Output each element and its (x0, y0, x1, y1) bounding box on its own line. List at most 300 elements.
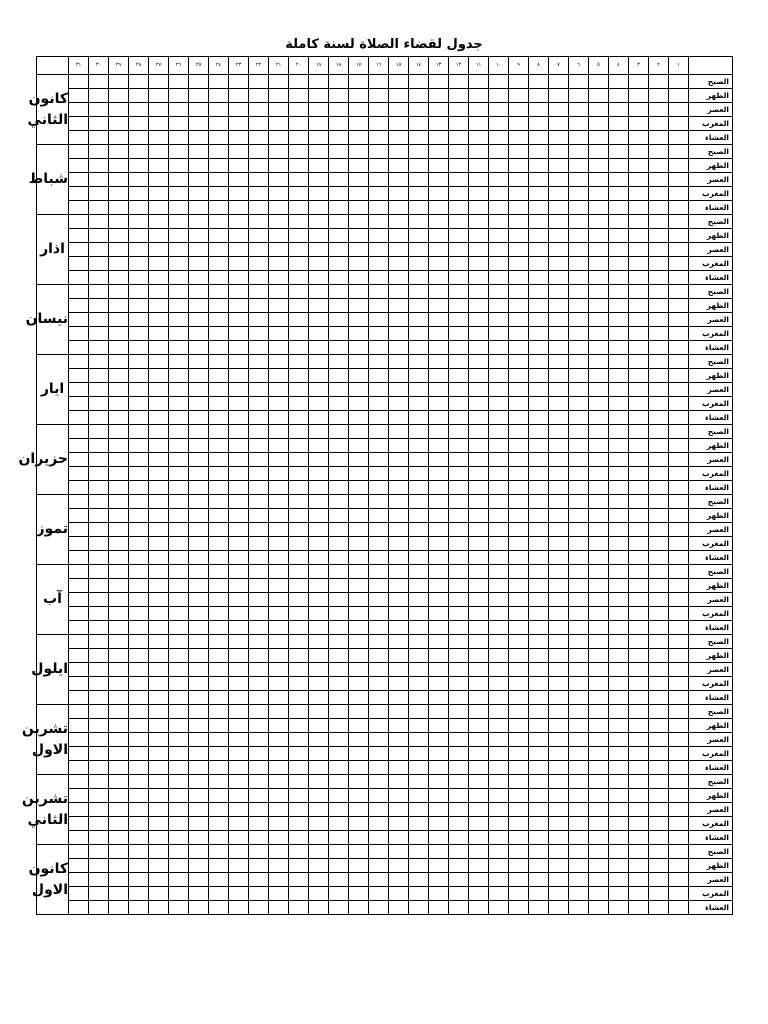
prayer-checkbox-cell[interactable] (409, 229, 429, 243)
prayer-checkbox-cell[interactable] (589, 201, 609, 215)
prayer-checkbox-cell[interactable] (509, 775, 529, 789)
prayer-checkbox-cell[interactable] (189, 439, 209, 453)
prayer-checkbox-cell[interactable] (529, 369, 549, 383)
prayer-checkbox-cell[interactable] (469, 523, 489, 537)
prayer-checkbox-cell[interactable] (649, 719, 669, 733)
prayer-checkbox-cell[interactable] (229, 313, 249, 327)
prayer-checkbox-cell[interactable] (109, 719, 129, 733)
prayer-checkbox-cell[interactable] (449, 509, 469, 523)
prayer-checkbox-cell[interactable] (229, 439, 249, 453)
prayer-checkbox-cell[interactable] (489, 607, 509, 621)
prayer-checkbox-cell[interactable] (489, 747, 509, 761)
prayer-checkbox-cell[interactable] (609, 691, 629, 705)
prayer-checkbox-cell[interactable] (529, 523, 549, 537)
prayer-checkbox-cell[interactable] (529, 607, 549, 621)
prayer-checkbox-cell[interactable] (329, 873, 349, 887)
prayer-checkbox-cell[interactable] (89, 453, 109, 467)
prayer-checkbox-cell[interactable] (389, 803, 409, 817)
prayer-checkbox-cell[interactable] (329, 187, 349, 201)
prayer-checkbox-cell[interactable] (389, 887, 409, 901)
prayer-checkbox-cell[interactable] (329, 733, 349, 747)
prayer-checkbox-cell[interactable] (169, 691, 189, 705)
prayer-checkbox-cell[interactable] (369, 229, 389, 243)
prayer-checkbox-cell[interactable] (669, 411, 689, 425)
prayer-checkbox-cell[interactable] (229, 341, 249, 355)
prayer-checkbox-cell[interactable] (249, 229, 269, 243)
prayer-checkbox-cell[interactable] (109, 201, 129, 215)
prayer-checkbox-cell[interactable] (369, 579, 389, 593)
prayer-checkbox-cell[interactable] (629, 355, 649, 369)
prayer-checkbox-cell[interactable] (489, 705, 509, 719)
prayer-checkbox-cell[interactable] (269, 887, 289, 901)
prayer-checkbox-cell[interactable] (169, 313, 189, 327)
prayer-checkbox-cell[interactable] (669, 649, 689, 663)
prayer-checkbox-cell[interactable] (249, 327, 269, 341)
prayer-checkbox-cell[interactable] (89, 621, 109, 635)
prayer-checkbox-cell[interactable] (629, 607, 649, 621)
prayer-checkbox-cell[interactable] (389, 901, 409, 915)
prayer-checkbox-cell[interactable] (429, 425, 449, 439)
prayer-checkbox-cell[interactable] (229, 817, 249, 831)
prayer-checkbox-cell[interactable] (349, 859, 369, 873)
prayer-checkbox-cell[interactable] (269, 579, 289, 593)
prayer-checkbox-cell[interactable] (449, 775, 469, 789)
prayer-checkbox-cell[interactable] (389, 635, 409, 649)
prayer-checkbox-cell[interactable] (629, 901, 649, 915)
prayer-checkbox-cell[interactable] (429, 229, 449, 243)
prayer-checkbox-cell[interactable] (389, 89, 409, 103)
prayer-checkbox-cell[interactable] (649, 537, 669, 551)
prayer-checkbox-cell[interactable] (389, 75, 409, 89)
prayer-checkbox-cell[interactable] (489, 635, 509, 649)
prayer-checkbox-cell[interactable] (589, 327, 609, 341)
prayer-checkbox-cell[interactable] (529, 271, 549, 285)
prayer-checkbox-cell[interactable] (569, 103, 589, 117)
prayer-checkbox-cell[interactable] (509, 901, 529, 915)
prayer-checkbox-cell[interactable] (329, 271, 349, 285)
prayer-checkbox-cell[interactable] (169, 467, 189, 481)
prayer-checkbox-cell[interactable] (649, 369, 669, 383)
prayer-checkbox-cell[interactable] (289, 215, 309, 229)
prayer-checkbox-cell[interactable] (249, 691, 269, 705)
prayer-checkbox-cell[interactable] (489, 201, 509, 215)
prayer-checkbox-cell[interactable] (669, 789, 689, 803)
prayer-checkbox-cell[interactable] (489, 565, 509, 579)
prayer-checkbox-cell[interactable] (109, 621, 129, 635)
prayer-checkbox-cell[interactable] (309, 103, 329, 117)
prayer-checkbox-cell[interactable] (589, 775, 609, 789)
prayer-checkbox-cell[interactable] (489, 551, 509, 565)
prayer-checkbox-cell[interactable] (569, 831, 589, 845)
prayer-checkbox-cell[interactable] (449, 859, 469, 873)
prayer-checkbox-cell[interactable] (469, 803, 489, 817)
prayer-checkbox-cell[interactable] (229, 621, 249, 635)
prayer-checkbox-cell[interactable] (169, 887, 189, 901)
prayer-checkbox-cell[interactable] (489, 187, 509, 201)
prayer-checkbox-cell[interactable] (509, 761, 529, 775)
prayer-checkbox-cell[interactable] (509, 103, 529, 117)
prayer-checkbox-cell[interactable] (469, 159, 489, 173)
prayer-checkbox-cell[interactable] (469, 75, 489, 89)
prayer-checkbox-cell[interactable] (109, 425, 129, 439)
prayer-checkbox-cell[interactable] (629, 593, 649, 607)
prayer-checkbox-cell[interactable] (549, 285, 569, 299)
prayer-checkbox-cell[interactable] (429, 845, 449, 859)
prayer-checkbox-cell[interactable] (89, 187, 109, 201)
prayer-checkbox-cell[interactable] (609, 775, 629, 789)
prayer-checkbox-cell[interactable] (389, 621, 409, 635)
prayer-checkbox-cell[interactable] (489, 89, 509, 103)
prayer-checkbox-cell[interactable] (649, 579, 669, 593)
prayer-checkbox-cell[interactable] (369, 845, 389, 859)
prayer-checkbox-cell[interactable] (209, 649, 229, 663)
prayer-checkbox-cell[interactable] (289, 481, 309, 495)
prayer-checkbox-cell[interactable] (429, 733, 449, 747)
prayer-checkbox-cell[interactable] (369, 187, 389, 201)
prayer-checkbox-cell[interactable] (269, 901, 289, 915)
prayer-checkbox-cell[interactable] (429, 873, 449, 887)
prayer-checkbox-cell[interactable] (149, 299, 169, 313)
prayer-checkbox-cell[interactable] (169, 187, 189, 201)
prayer-checkbox-cell[interactable] (549, 537, 569, 551)
prayer-checkbox-cell[interactable] (329, 789, 349, 803)
prayer-checkbox-cell[interactable] (309, 901, 329, 915)
prayer-checkbox-cell[interactable] (469, 873, 489, 887)
prayer-checkbox-cell[interactable] (449, 229, 469, 243)
prayer-checkbox-cell[interactable] (289, 369, 309, 383)
prayer-checkbox-cell[interactable] (609, 89, 629, 103)
prayer-checkbox-cell[interactable] (229, 103, 249, 117)
prayer-checkbox-cell[interactable] (269, 229, 289, 243)
prayer-checkbox-cell[interactable] (649, 187, 669, 201)
prayer-checkbox-cell[interactable] (129, 257, 149, 271)
prayer-checkbox-cell[interactable] (129, 453, 149, 467)
prayer-checkbox-cell[interactable] (249, 663, 269, 677)
prayer-checkbox-cell[interactable] (569, 131, 589, 145)
prayer-checkbox-cell[interactable] (89, 733, 109, 747)
prayer-checkbox-cell[interactable] (69, 789, 89, 803)
prayer-checkbox-cell[interactable] (109, 229, 129, 243)
prayer-checkbox-cell[interactable] (349, 831, 369, 845)
prayer-checkbox-cell[interactable] (249, 607, 269, 621)
prayer-checkbox-cell[interactable] (629, 411, 649, 425)
prayer-checkbox-cell[interactable] (309, 131, 329, 145)
prayer-checkbox-cell[interactable] (249, 859, 269, 873)
prayer-checkbox-cell[interactable] (249, 537, 269, 551)
prayer-checkbox-cell[interactable] (309, 89, 329, 103)
prayer-checkbox-cell[interactable] (589, 383, 609, 397)
prayer-checkbox-cell[interactable] (349, 131, 369, 145)
prayer-checkbox-cell[interactable] (489, 425, 509, 439)
prayer-checkbox-cell[interactable] (609, 467, 629, 481)
prayer-checkbox-cell[interactable] (169, 551, 189, 565)
prayer-checkbox-cell[interactable] (249, 747, 269, 761)
prayer-checkbox-cell[interactable] (609, 117, 629, 131)
prayer-checkbox-cell[interactable] (89, 747, 109, 761)
prayer-checkbox-cell[interactable] (209, 761, 229, 775)
prayer-checkbox-cell[interactable] (249, 271, 269, 285)
prayer-checkbox-cell[interactable] (369, 215, 389, 229)
prayer-checkbox-cell[interactable] (649, 761, 669, 775)
prayer-checkbox-cell[interactable] (429, 593, 449, 607)
prayer-checkbox-cell[interactable] (509, 187, 529, 201)
prayer-checkbox-cell[interactable] (89, 495, 109, 509)
prayer-checkbox-cell[interactable] (69, 775, 89, 789)
prayer-checkbox-cell[interactable] (429, 817, 449, 831)
prayer-checkbox-cell[interactable] (669, 845, 689, 859)
prayer-checkbox-cell[interactable] (169, 327, 189, 341)
prayer-checkbox-cell[interactable] (269, 453, 289, 467)
prayer-checkbox-cell[interactable] (489, 887, 509, 901)
prayer-checkbox-cell[interactable] (209, 845, 229, 859)
prayer-checkbox-cell[interactable] (209, 635, 229, 649)
prayer-checkbox-cell[interactable] (409, 831, 429, 845)
prayer-checkbox-cell[interactable] (69, 411, 89, 425)
prayer-checkbox-cell[interactable] (69, 327, 89, 341)
prayer-checkbox-cell[interactable] (429, 691, 449, 705)
prayer-checkbox-cell[interactable] (189, 509, 209, 523)
prayer-checkbox-cell[interactable] (209, 425, 229, 439)
prayer-checkbox-cell[interactable] (149, 481, 169, 495)
prayer-checkbox-cell[interactable] (309, 803, 329, 817)
prayer-checkbox-cell[interactable] (189, 859, 209, 873)
prayer-checkbox-cell[interactable] (589, 873, 609, 887)
prayer-checkbox-cell[interactable] (569, 397, 589, 411)
prayer-checkbox-cell[interactable] (489, 845, 509, 859)
prayer-checkbox-cell[interactable] (489, 159, 509, 173)
prayer-checkbox-cell[interactable] (169, 243, 189, 257)
prayer-checkbox-cell[interactable] (569, 383, 589, 397)
prayer-checkbox-cell[interactable] (449, 579, 469, 593)
prayer-checkbox-cell[interactable] (209, 607, 229, 621)
prayer-checkbox-cell[interactable] (509, 369, 529, 383)
prayer-checkbox-cell[interactable] (449, 117, 469, 131)
prayer-checkbox-cell[interactable] (529, 243, 549, 257)
prayer-checkbox-cell[interactable] (129, 789, 149, 803)
prayer-checkbox-cell[interactable] (329, 383, 349, 397)
prayer-checkbox-cell[interactable] (129, 411, 149, 425)
prayer-checkbox-cell[interactable] (369, 439, 389, 453)
prayer-checkbox-cell[interactable] (149, 453, 169, 467)
prayer-checkbox-cell[interactable] (349, 761, 369, 775)
prayer-checkbox-cell[interactable] (629, 789, 649, 803)
prayer-checkbox-cell[interactable] (229, 271, 249, 285)
prayer-checkbox-cell[interactable] (309, 327, 329, 341)
prayer-checkbox-cell[interactable] (489, 341, 509, 355)
prayer-checkbox-cell[interactable] (389, 579, 409, 593)
prayer-checkbox-cell[interactable] (589, 369, 609, 383)
prayer-checkbox-cell[interactable] (469, 131, 489, 145)
prayer-checkbox-cell[interactable] (249, 621, 269, 635)
prayer-checkbox-cell[interactable] (329, 75, 349, 89)
prayer-checkbox-cell[interactable] (569, 453, 589, 467)
prayer-checkbox-cell[interactable] (349, 537, 369, 551)
prayer-checkbox-cell[interactable] (349, 327, 369, 341)
prayer-checkbox-cell[interactable] (549, 551, 569, 565)
prayer-checkbox-cell[interactable] (629, 369, 649, 383)
prayer-checkbox-cell[interactable] (289, 355, 309, 369)
prayer-checkbox-cell[interactable] (669, 775, 689, 789)
prayer-checkbox-cell[interactable] (89, 551, 109, 565)
prayer-checkbox-cell[interactable] (629, 719, 649, 733)
prayer-checkbox-cell[interactable] (549, 411, 569, 425)
prayer-checkbox-cell[interactable] (269, 761, 289, 775)
prayer-checkbox-cell[interactable] (569, 187, 589, 201)
prayer-checkbox-cell[interactable] (589, 397, 609, 411)
prayer-checkbox-cell[interactable] (349, 369, 369, 383)
prayer-checkbox-cell[interactable] (349, 495, 369, 509)
prayer-checkbox-cell[interactable] (609, 355, 629, 369)
prayer-checkbox-cell[interactable] (409, 271, 429, 285)
prayer-checkbox-cell[interactable] (149, 313, 169, 327)
prayer-checkbox-cell[interactable] (309, 691, 329, 705)
prayer-checkbox-cell[interactable] (669, 439, 689, 453)
prayer-checkbox-cell[interactable] (649, 411, 669, 425)
prayer-checkbox-cell[interactable] (149, 551, 169, 565)
prayer-checkbox-cell[interactable] (429, 537, 449, 551)
prayer-checkbox-cell[interactable] (189, 425, 209, 439)
prayer-checkbox-cell[interactable] (549, 103, 569, 117)
prayer-checkbox-cell[interactable] (309, 677, 329, 691)
prayer-checkbox-cell[interactable] (289, 621, 309, 635)
prayer-checkbox-cell[interactable] (389, 873, 409, 887)
prayer-checkbox-cell[interactable] (129, 397, 149, 411)
prayer-checkbox-cell[interactable] (149, 411, 169, 425)
prayer-checkbox-cell[interactable] (309, 649, 329, 663)
prayer-checkbox-cell[interactable] (209, 719, 229, 733)
prayer-checkbox-cell[interactable] (269, 271, 289, 285)
prayer-checkbox-cell[interactable] (249, 901, 269, 915)
prayer-checkbox-cell[interactable] (229, 579, 249, 593)
prayer-checkbox-cell[interactable] (129, 299, 149, 313)
prayer-checkbox-cell[interactable] (349, 901, 369, 915)
prayer-checkbox-cell[interactable] (249, 425, 269, 439)
prayer-checkbox-cell[interactable] (589, 411, 609, 425)
prayer-checkbox-cell[interactable] (329, 425, 349, 439)
prayer-checkbox-cell[interactable] (589, 229, 609, 243)
prayer-checkbox-cell[interactable] (549, 579, 569, 593)
prayer-checkbox-cell[interactable] (629, 537, 649, 551)
prayer-checkbox-cell[interactable] (409, 201, 429, 215)
prayer-checkbox-cell[interactable] (289, 271, 309, 285)
prayer-checkbox-cell[interactable] (69, 383, 89, 397)
prayer-checkbox-cell[interactable] (669, 509, 689, 523)
prayer-checkbox-cell[interactable] (609, 229, 629, 243)
prayer-checkbox-cell[interactable] (389, 509, 409, 523)
prayer-checkbox-cell[interactable] (129, 425, 149, 439)
prayer-checkbox-cell[interactable] (549, 803, 569, 817)
prayer-checkbox-cell[interactable] (329, 495, 349, 509)
prayer-checkbox-cell[interactable] (69, 467, 89, 481)
prayer-checkbox-cell[interactable] (669, 355, 689, 369)
prayer-checkbox-cell[interactable] (669, 873, 689, 887)
prayer-checkbox-cell[interactable] (469, 89, 489, 103)
prayer-checkbox-cell[interactable] (449, 215, 469, 229)
prayer-checkbox-cell[interactable] (89, 159, 109, 173)
prayer-checkbox-cell[interactable] (509, 663, 529, 677)
prayer-checkbox-cell[interactable] (209, 901, 229, 915)
prayer-checkbox-cell[interactable] (429, 901, 449, 915)
prayer-checkbox-cell[interactable] (429, 481, 449, 495)
prayer-checkbox-cell[interactable] (109, 873, 129, 887)
prayer-checkbox-cell[interactable] (589, 117, 609, 131)
prayer-checkbox-cell[interactable] (209, 397, 229, 411)
prayer-checkbox-cell[interactable] (89, 299, 109, 313)
prayer-checkbox-cell[interactable] (189, 495, 209, 509)
prayer-checkbox-cell[interactable] (489, 859, 509, 873)
prayer-checkbox-cell[interactable] (669, 425, 689, 439)
prayer-checkbox-cell[interactable] (629, 453, 649, 467)
prayer-checkbox-cell[interactable] (469, 467, 489, 481)
prayer-checkbox-cell[interactable] (69, 607, 89, 621)
prayer-checkbox-cell[interactable] (289, 733, 309, 747)
prayer-checkbox-cell[interactable] (69, 453, 89, 467)
prayer-checkbox-cell[interactable] (449, 397, 469, 411)
prayer-checkbox-cell[interactable] (409, 145, 429, 159)
prayer-checkbox-cell[interactable] (209, 103, 229, 117)
prayer-checkbox-cell[interactable] (89, 313, 109, 327)
prayer-checkbox-cell[interactable] (129, 691, 149, 705)
prayer-checkbox-cell[interactable] (109, 355, 129, 369)
prayer-checkbox-cell[interactable] (289, 327, 309, 341)
prayer-checkbox-cell[interactable] (309, 75, 329, 89)
prayer-checkbox-cell[interactable] (149, 145, 169, 159)
prayer-checkbox-cell[interactable] (449, 607, 469, 621)
prayer-checkbox-cell[interactable] (509, 691, 529, 705)
prayer-checkbox-cell[interactable] (409, 845, 429, 859)
prayer-checkbox-cell[interactable] (629, 299, 649, 313)
prayer-checkbox-cell[interactable] (569, 369, 589, 383)
prayer-checkbox-cell[interactable] (129, 565, 149, 579)
prayer-checkbox-cell[interactable] (509, 453, 529, 467)
prayer-checkbox-cell[interactable] (409, 733, 429, 747)
prayer-checkbox-cell[interactable] (89, 341, 109, 355)
prayer-checkbox-cell[interactable] (449, 817, 469, 831)
prayer-checkbox-cell[interactable] (269, 509, 289, 523)
prayer-checkbox-cell[interactable] (309, 341, 329, 355)
prayer-checkbox-cell[interactable] (649, 397, 669, 411)
prayer-checkbox-cell[interactable] (149, 691, 169, 705)
prayer-checkbox-cell[interactable] (649, 285, 669, 299)
prayer-checkbox-cell[interactable] (429, 173, 449, 187)
prayer-checkbox-cell[interactable] (209, 229, 229, 243)
prayer-checkbox-cell[interactable] (289, 509, 309, 523)
prayer-checkbox-cell[interactable] (409, 103, 429, 117)
prayer-checkbox-cell[interactable] (349, 775, 369, 789)
prayer-checkbox-cell[interactable] (589, 257, 609, 271)
prayer-checkbox-cell[interactable] (429, 803, 449, 817)
prayer-checkbox-cell[interactable] (269, 341, 289, 355)
prayer-checkbox-cell[interactable] (669, 565, 689, 579)
prayer-checkbox-cell[interactable] (369, 537, 389, 551)
prayer-checkbox-cell[interactable] (89, 817, 109, 831)
prayer-checkbox-cell[interactable] (269, 103, 289, 117)
prayer-checkbox-cell[interactable] (369, 901, 389, 915)
prayer-checkbox-cell[interactable] (289, 747, 309, 761)
prayer-checkbox-cell[interactable] (329, 579, 349, 593)
prayer-checkbox-cell[interactable] (649, 173, 669, 187)
prayer-checkbox-cell[interactable] (169, 397, 189, 411)
prayer-checkbox-cell[interactable] (409, 159, 429, 173)
prayer-checkbox-cell[interactable] (369, 803, 389, 817)
prayer-checkbox-cell[interactable] (149, 579, 169, 593)
prayer-checkbox-cell[interactable] (569, 145, 589, 159)
prayer-checkbox-cell[interactable] (369, 117, 389, 131)
prayer-checkbox-cell[interactable] (69, 537, 89, 551)
prayer-checkbox-cell[interactable] (469, 145, 489, 159)
prayer-checkbox-cell[interactable] (89, 859, 109, 873)
prayer-checkbox-cell[interactable] (269, 201, 289, 215)
